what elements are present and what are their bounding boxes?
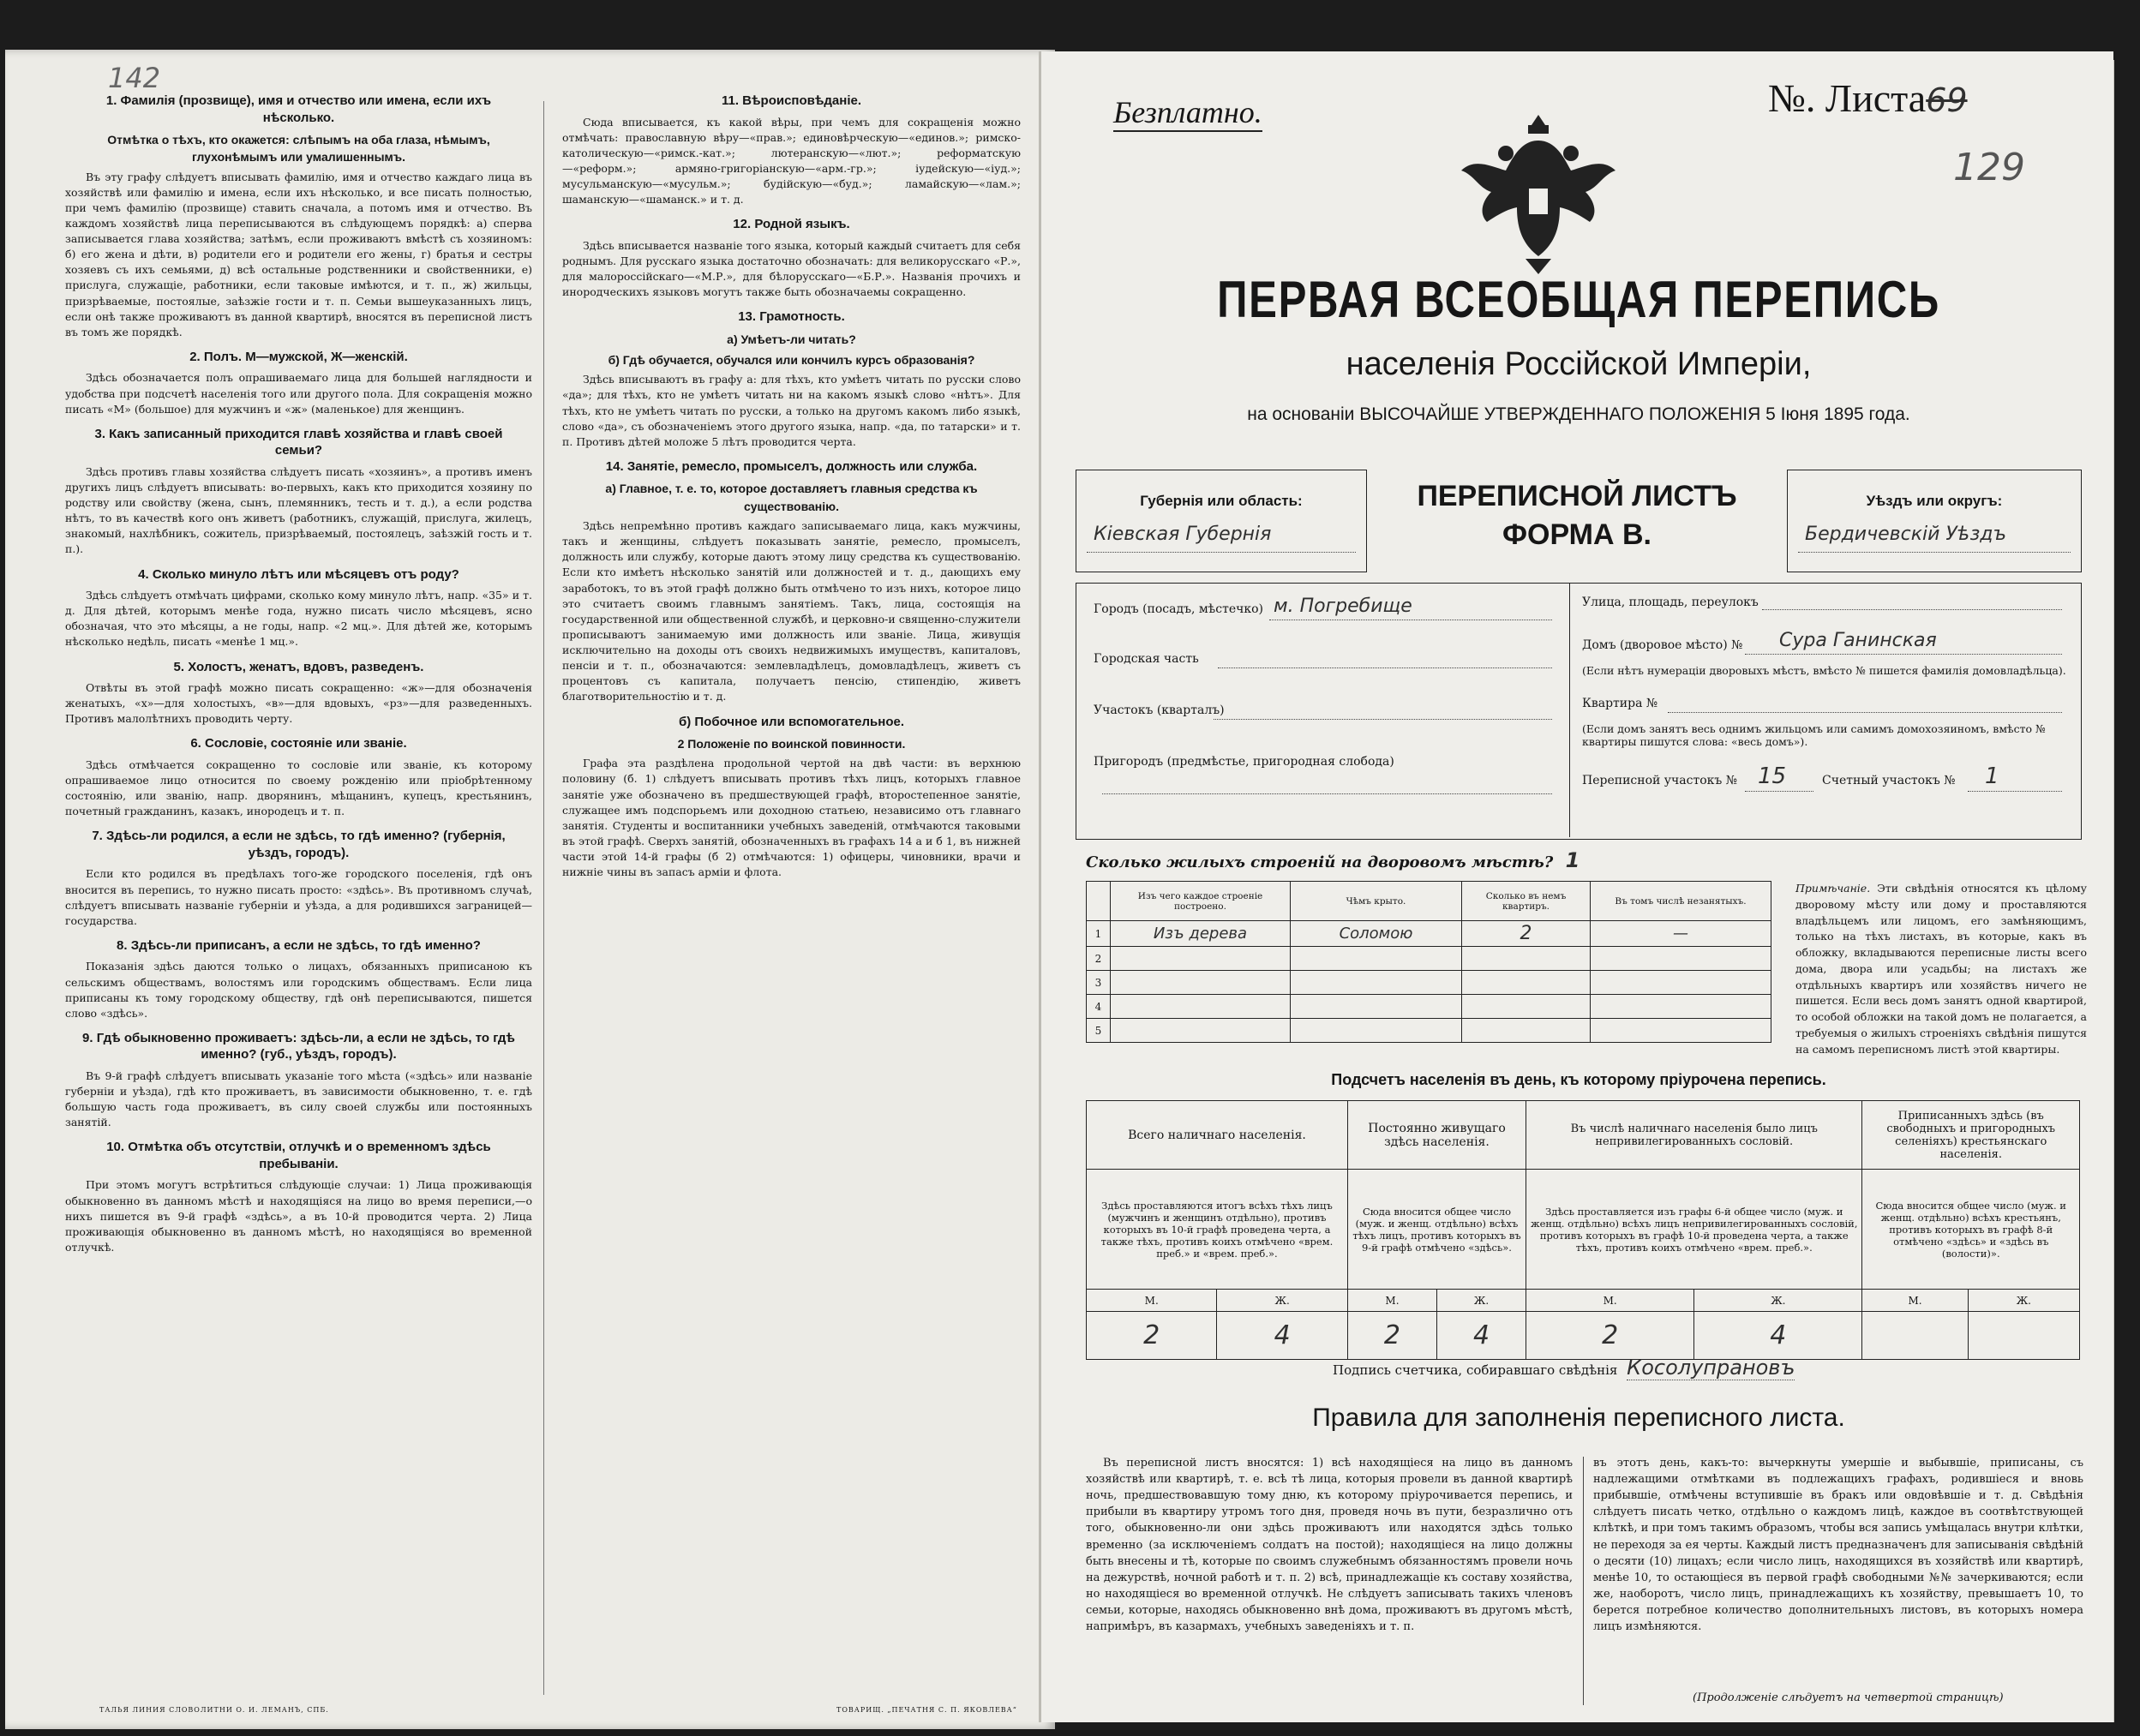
census-subtitle: населенія Россійской Имперіи,: [1346, 346, 1812, 382]
census-district-label: Переписной участокъ №: [1582, 774, 1737, 787]
census-form-page: [1039, 51, 2113, 1722]
column-divider: [543, 101, 544, 1695]
form-title-line-1: ПЕРЕПИСНОЙ ЛИСТЪ: [1417, 480, 1737, 512]
count-note: Сюда вносится общее число (муж. и женщ. отдѣльно) всѣхъ крестьянъ, противъ которыхъ въ графѣ 8-й отмѣчено «здѣсь» и «здѣсь въ (волости)».: [1862, 1170, 2080, 1290]
signature-line: [1333, 1356, 1795, 1380]
buildings-label: Сколько жилыхъ строеній на дворовомъ мѣстѣ?: [1086, 853, 1554, 871]
uezd-value: Бердичевскій Уѣздъ: [1805, 524, 2007, 545]
instruction-text: Здѣсь отмѣчается сокращенно то сословіе или званіе, къ которому опрашиваемое лицо относится по своему рожденію или пріобрѣтенному состоянію, или званію, напр. дворянинъ, мѣщанинъ, купецъ, крестьянинъ, почетный гражданинъ, казакъ, инородецъ и т. п.: [65, 757, 532, 818]
row-number: 5: [1087, 1019, 1111, 1043]
instruction-heading: 3. Какъ записанный приходится главѣ хозяйства и главѣ своей семьи?: [94, 426, 503, 458]
count-title: Подсчетъ населенія въ день, къ которому пріурочена перепись.: [1331, 1071, 1826, 1088]
printer-footer-right: ТОВАРИЩ. „ПЕЧАТНЯ С. П. ЯКОВЛЕВА“: [836, 1706, 1017, 1714]
count-value: 2: [1087, 1312, 1217, 1360]
table-row: [1087, 1019, 1771, 1043]
note-title: Примѣчаніе.: [1795, 882, 1871, 895]
header-unprivileged: Въ числѣ наличнаго населенія было лицъ непривилегированныхъ сословій.: [1526, 1101, 1862, 1170]
cell-apartments: 2: [1462, 921, 1591, 947]
uezd-box: [1787, 470, 2082, 572]
census-title: ПЕРВАЯ ВСЕОБЩАЯ ПЕРЕПИСЬ: [1217, 271, 1940, 328]
imperial-eagle-emblem: [1453, 106, 1624, 278]
sheet-number-struck: 69: [1926, 81, 1968, 119]
count-header-row: [1087, 1101, 2080, 1170]
instruction-heading: 4. Сколько минуло лѣтъ или мѣсяцевъ отъ роду?: [138, 566, 459, 582]
city-value: м. Погребище: [1274, 596, 1412, 617]
instruction-heading: 5. Холостъ, женатъ, вдовъ, разведенъ.: [173, 659, 424, 674]
sex-m: М.: [1526, 1290, 1694, 1312]
row-number: 3: [1087, 971, 1111, 995]
instruction-text: Сюда вписывается, къ какой вѣры, при чемъ для сокращенія можно отмѣчать: православную вѣру—«прав.»; единовѣрческую—«единов.»; римско-католическую—«римск.-кат.»; лютеранскую—«лют.»; реформатскую—«реформ.»; армяно-григоріанскую—«арм.-гр.»; іудейскую—«іуд.»; мусульманскую—«мусульм.»; будійскую—«буд.»; ламайскую—«лам.»; шаманскую—«шаманск.» и т. д.: [562, 115, 1021, 207]
uezd-label: Уѣздъ или округъ:: [1866, 493, 2003, 509]
instruction-subheading: 2 Положеніе по воинской повинности.: [677, 737, 906, 751]
building-note: [1795, 881, 2087, 1057]
instruction-heading: 8. Здѣсь-ли приписанъ, а если не здѣсь, то гдѣ именно?: [117, 937, 481, 953]
street-dotline: [1762, 609, 2062, 610]
instruction-text: Здѣсь вписываютъ въ графу а: для тѣхъ, кто умѣетъ читать по русски слово «да»; для тѣхъ, кто не умѣетъ читать ни на какомъ языкѣ слово «нѣтъ». Для тѣхъ, кто не умѣетъ читать по русски, а только на другомъ какомъ либо языкѣ, слово «да», съ обозначеніемъ этого другого языка, напр. «да, по татарски» и т. п. Противъ дѣтей моложе 5 лѣтъ проводится черта.: [562, 373, 1021, 448]
pencil-sheet-number: 129: [1953, 146, 2025, 189]
gubernia-value: Кіевская Губернія: [1094, 524, 1272, 545]
count-note: Здѣсь проставляются итогъ всѣхъ тѣхъ лицъ (мужчинъ и женщинъ отдѣльно), противъ которыхъ въ 10-й графѣ проведена черта, а также тѣхъ, противъ коихъ отмѣчено «врем. преб.» и «врем. преб.».: [1087, 1170, 1348, 1290]
house-label: Домъ (дворовое мѣсто) №: [1582, 638, 1743, 652]
counting-district-value: 1: [1985, 763, 1999, 789]
printer-footer-left: ТАЛЬЯ ЛИНИЯ СЛОВОЛИТНИ О. И. ЛЕМАНЪ, СПБ.: [99, 1706, 329, 1714]
count-value: [1862, 1312, 1968, 1360]
house-dotline: [1745, 654, 2062, 655]
city-part-dotline: [1218, 667, 1552, 668]
instruction-text: Отвѣты въ этой графѣ можно писать сокращенно: «ж»—для обозначенія женатыхъ, «х»—для холостыхъ, «в»—для вдовыхъ, «рз»—для разведенныхъ. Противъ малолѣтнихъ проводить черту.: [65, 681, 532, 726]
rules-column-1: Въ переписной листъ вносятся: 1) всѣ находящіеся на лицо въ данномъ хозяйствѣ или квартирѣ, т. е. всѣ тѣ лица, которыя провели въ данной квартирѣ ночь, предшествовавшую тому дню, къ которому пріурочивается перепись, и прибыли въ квартиру утромъ того дня, проведя ночь въ пути, безразлично отъ того, обыкновенно-ли они здѣсь проживаютъ или находятся здѣсь только временно (за исключеніемъ солдатъ на постой); находящіеся на лицо должны быть внесены и тѣ, которые по своимъ служебнымъ обязанностямъ провели ночь на дежурствѣ, ночной работѣ и т. п. 2) всѣ, принадлежащіе къ составу хозяйства, но находящіеся во временной отлучкѣ. Не слѣдуетъ записывать такихъ членовъ семьи, которые, находясь обыкновенно внѣ дома, проживаютъ въ другомъ мѣстѣ, напримѣръ, въ казармахъ, учебныхъ заведеніяхъ и т. п.: [1086, 1457, 1573, 1634]
instructions-column-2: [562, 84, 1021, 1678]
rules-column-2: въ этотъ день, какъ-то: вычеркнуты умершіе и выбывшіе, приписаны, съ надлежащими отмѣтками въ подлежащихъ графахъ, родившіеся и вновь прибывшіе, отмѣчены вступившіе въ бракъ или овдовѣвшіе и т. д. Свѣдѣнія слѣдуетъ писать четко, отдѣльно о каждомъ лицѣ, каждое въ соотвѣтствующей клѣткѣ, и при томъ такимъ образомъ, чтобы вся запись умѣщалась внутри клѣтки, не переходя за ея черты. Каждый листъ предназначенъ для записыванія свѣдѣній о десяти (10) лицахъ; если число лицъ, находящихся въ хозяйствѣ или квартирѣ, менѣе 10, то остающіеся въ первой графѣ свободными №№ зачеркиваются; если же, наоборотъ, число лицъ, принадлежащихъ къ хозяйству, превышаетъ 10, то берется потребное количество дополнительныхъ листовъ, въ которыхъ номера лицъ измѣняются.: [1593, 1457, 2083, 1634]
count-value: 4: [1217, 1312, 1348, 1360]
sex-f: Ж.: [1968, 1290, 2079, 1312]
header-total-present: Всего наличнаго населенія.: [1087, 1101, 1348, 1170]
apartment-dotline: [1668, 712, 2062, 713]
left-page-instructions: [5, 50, 1055, 1729]
header-material: Изъ чего каждое строеніе построено.: [1111, 882, 1291, 921]
instruction-text: Здѣсь обозначается полъ опрашиваемаго лица для большей наглядности и удобства при подсчетѣ населенія того или другого пола. Для сокращенія можно писать «М» (большое) для мужчинъ и «ж» (маленькое) для женщинъ.: [65, 371, 532, 416]
header-apartments: Сколько въ немъ квартиръ.: [1462, 882, 1591, 921]
instruction-text: Здѣсь слѣдуетъ отмѣчать цифрами, сколько кому минуло лѣтъ, напр. «35» и т. д. Для дѣтей, которымъ менѣе года, нужно писать число мѣсяцевъ, ясно обозначая, что это мѣсяцы, а не годы, напр. «2 мц.». Для дѣтей же, которымъ нѣсколько недѣль, писать «менѣе 1 мц.».: [65, 589, 532, 649]
count-value: 4: [1437, 1312, 1526, 1360]
apartment-label: Квартира №: [1582, 697, 1658, 710]
sex-f: Ж.: [1437, 1290, 1526, 1312]
buildings-question: [1086, 848, 1580, 872]
census-district-value: 15: [1758, 763, 1787, 789]
city-part-label: Городская часть: [1094, 652, 1199, 666]
count-value: 2: [1526, 1312, 1694, 1360]
instruction-text: Показанія здѣсь даются только о лицахъ, обязанныхъ приписаною къ сельскимъ обществамъ, волостямъ или городскимъ обществамъ. Если лица приписаны къ тому городскому обществу, гдѣ онѣ переписываются, пишется слово «здѣсь».: [65, 960, 532, 1020]
census-district-dotline: [1745, 791, 1813, 792]
suburb-label: Пригородъ (предмѣстье, пригородная слобода): [1094, 755, 1394, 769]
count-sex-row: [1087, 1290, 2080, 1312]
district-dotline: [1214, 719, 1552, 720]
gubernia-dotline: [1087, 552, 1356, 553]
sex-m: М.: [1087, 1290, 1217, 1312]
signature-value: Косолупрановъ: [1627, 1356, 1795, 1380]
instruction-heading: 13. Грамотность.: [738, 309, 845, 325]
instruction-heading: 2. Полъ. М—мужской, Ж—женскій.: [189, 349, 408, 364]
instruction-text: Въ эту графу слѣдуетъ вписывать фамилію, имя и отчество каждаго лица въ хозяйствѣ или фамилію и имена, если ихъ нѣсколько, и все писать полностью, при чемъ фамилію (прозвище) ставить сначала, а потомъ имя и отчество. Въ каждомъ хозяйствѣ лица переписываются въ слѣдующемъ порядкѣ: а) сперва записывается глава хозяйства; затѣмъ, если проживаютъ вмѣстѣ съ хозяиномъ: б) его жена и дѣти, в) родители его и родители его жены, г) братья и сестры хозяевъ съ ихъ семьями, д) всѣ остальные родственники и свойственники, е) прислуга, служащіе, работники, если таковые имѣются, и т. п., ж) жильцы, призрѣваемые, постоялые, заѣзжіе гости и т. п. Семьи вышеуказанныхъ лицъ, если онѣ также проживаютъ въ данной квартирѣ, вносятся въ переписной листъ въ томъ же порядкѣ.: [65, 170, 532, 338]
continued-note: (Продолженіе слѣдуетъ на четвертой страницѣ): [1693, 1691, 2004, 1704]
row-number: 2: [1087, 947, 1111, 971]
city-label: Городъ (посадъ, мѣстечко): [1094, 602, 1264, 616]
sheet-number: [1768, 75, 1968, 121]
table-row: [1087, 947, 1771, 971]
sex-f: Ж.: [1217, 1290, 1348, 1312]
sheet-label: №. Листа: [1768, 76, 1927, 120]
district-label: Участокъ (кварталъ): [1094, 703, 1225, 717]
apartment-note: (Если домъ занятъ весь однимъ жильцомъ или самимъ домохозяиномъ, вмѣсто № квартиры пишутся слова: «весь домъ»).: [1582, 722, 2046, 748]
instruction-heading: 11. Вѣроисповѣданіе.: [721, 93, 862, 108]
house-note: (Если нѣтъ нумераціи дворовыхъ мѣстъ, вмѣсто № пишется фамилія домовладѣльца).: [1582, 664, 2066, 677]
instruction-text: Здѣсь вписывается названіе того языка, который каждый считаетъ для себя роднымъ. Для русскаго языка достаточно обозначать: для великорусскаго «Р.», для малороссійскаго—«М.Р.», для бѣлорусскаго—«Б.Р.». Названія прочихъ и инородческихъ языковъ могутъ также быть обозначаемы сокращенно.: [562, 238, 1021, 299]
row-number: 1: [1087, 921, 1111, 947]
count-notes-row: [1087, 1170, 2080, 1290]
instructions-column-1: [65, 84, 532, 1678]
population-count-table: [1086, 1100, 2080, 1360]
instruction-text: Здѣсь непремѣнно противъ каждаго записываемаго лица, какъ мужчины, такъ и женщины, слѣдуетъ показывать занятіе, ремесло, промыселъ, должность или службу, которые даютъ этому лицу средства къ существованію. Если кто имѣетъ нѣсколько занятій или должностей и т. д., дающихъ ему заработокъ, то въ этой графѣ должно быть отмѣчено то изъ нихъ, которое лицо это считаетъ своимъ главнымъ занятіемъ. Такъ, лица, состоящія на государственной или общественной службѣ, и церковно-и священно-служители прописываютъ занимаемую ими должность или званіе. Лица, живущія исключительно на доходы отъ своихъ недвижимыхъ имуществъ, капиталовъ, пенсіи и т. п., обозначаются: землевладѣлецъ, домовладѣлецъ, живетъ съ процентовъ съ капитала, получаетъ пенсію, стипендію, живетъ благотворительностію и т. д.: [562, 519, 1021, 703]
sex-f: Ж.: [1694, 1290, 1862, 1312]
instruction-text: Здѣсь противъ главы хозяйства слѣдуетъ писать «хозяинъ», а противъ именъ другихъ лицъ слѣдуетъ вписывать: во-первыхъ, какъ кто приходится хозяину по родству или свойству (жена, сынъ, племянникъ, тесть и т. д.), а если родства нѣтъ, то въ качествѣ кого онъ живетъ (работникъ, служащій, прислуга, жилецъ, знакомый, нахлѣбникъ, сожитель, призрѣваемый, постоялецъ, заѣзжій гость и т. п.).: [65, 464, 532, 556]
sex-m: М.: [1347, 1290, 1436, 1312]
count-note: Сюда вносится общее число (муж. и женщ. отдѣльно) всѣхъ тѣхъ лицъ, противъ которыхъ въ 9-й графѣ отмѣчено «здѣсь».: [1347, 1170, 1526, 1290]
cell-vacant: —: [1591, 921, 1771, 947]
corner-pencil-mark: 142: [108, 62, 161, 94]
buildings-table-header: [1087, 882, 1771, 921]
instruction-subheading: Отмѣтка о тѣхъ, кто окажется: слѣпымъ на оба глаза, нѣмымъ, глухонѣмымъ или умалишеннымъ.: [107, 133, 490, 165]
count-value: [1968, 1312, 2079, 1360]
decree-line: на основаніи ВЫСОЧАЙШЕ УТВЕРЖДЕННАГО ПОЛОЖЕНІЯ 5 Іюня 1895 года.: [1247, 404, 1910, 424]
street-label: Улица, площадь, переулокъ: [1582, 596, 1759, 609]
count-note: Здѣсь проставляется изъ графы 6-й общее число (муж. и женщ. отдѣльно) всѣхъ лицъ непривилегированныхъ сословій, противъ которыхъ въ графѣ 10-й проведена черта, а также тѣхъ, противъ коихъ отмѣчено «врем. преб.».: [1526, 1170, 1862, 1290]
address-divider: [1569, 584, 1570, 837]
cell-material: Изъ дерева: [1111, 921, 1291, 947]
row-number: 4: [1087, 995, 1111, 1019]
instruction-heading: 7. Здѣсь-ли родился, а если не здѣсь, то гдѣ именно? (губернія, уѣздъ, городъ).: [92, 829, 506, 860]
table-row: [1087, 995, 1771, 1019]
buildings-table: [1086, 881, 1771, 1043]
note-text: Эти свѣдѣнія относятся къ цѣлому дворовому мѣсту или дому и проставляются владѣльцемъ или лицомъ, его замѣняющимъ, только на тѣхъ листахъ, въ которые, какъ въ обложку, вкладываются переписные листы всего дома, двора или усадьбы; на листахъ же отдѣльныхъ квартиръ или хозяйствъ ничего не пишется. Если весь домъ занятъ одной квартирой, то особой обложки на такой домъ не полагается, а требуемыя о жилыхъ строеніяхъ свѣдѣнія пишутся на самомъ переписномъ листѣ этой квартиры.: [1795, 882, 2087, 1056]
gubernia-box: [1076, 470, 1367, 572]
counting-district-dotline: [1968, 791, 2062, 792]
count-values-row: [1087, 1312, 2080, 1360]
instruction-subheading: а) Умѣетъ-ли читать?: [727, 332, 856, 346]
header-peasants: Приписанныхъ здѣсь (въ свободныхъ и пригородныхъ селеніяхъ) крестьянскаго населенія.: [1862, 1101, 2080, 1170]
instruction-heading: 6. Сословіе, состояніе или званіе.: [190, 736, 407, 751]
rules-divider: [1583, 1457, 1584, 1705]
uezd-dotline: [1798, 552, 2071, 553]
header-roof: Чѣмъ крыто.: [1291, 882, 1462, 921]
instruction-heading: 10. Отмѣтка объ отсутствіи, отлучкѣ и о временномъ здѣсь пребываніи.: [106, 1140, 491, 1171]
instruction-text: При этомъ могутъ встрѣтиться слѣдующіе случаи: 1) Лица проживающія обыкновенно въ данномъ мѣстѣ и находящіяся на лицо во время переписи,—о нихъ пишется въ 9-й графѣ «здѣсь», а въ 10-й проводится черта. 2) Лица проживающія обыкновенно въ данномъ мѣстѣ, но находящіяся во временной отлучкѣ.: [65, 1178, 532, 1254]
free-label: Безплатно.: [1113, 94, 1262, 132]
gubernia-label: Губернія или область:: [1140, 493, 1303, 509]
instruction-heading: б) Побочное или вспомогательное.: [678, 714, 905, 729]
instruction-heading: 12. Родной языкъ.: [733, 217, 850, 232]
house-value: Сура Ганинская: [1779, 630, 1937, 651]
header-vacant: Въ томъ числѣ незанятыхъ.: [1591, 882, 1771, 921]
form-title: [1376, 480, 1778, 552]
form-title-line-2: ФОРМА В.: [1502, 518, 1652, 551]
table-row: [1087, 971, 1771, 995]
instruction-text: Если кто родился въ предѣлахъ того-же городского поселенія, гдѣ онъ вносится въ перепись, то нужно писать просто: «здѣсь». Въ противномъ случаѣ, слѣдуетъ вписывать названіе губерніи и уѣзда, а для родившихся заграницей—государства.: [65, 867, 532, 927]
count-value: 2: [1347, 1312, 1436, 1360]
suburb-dotline: [1102, 793, 1552, 794]
sex-m: М.: [1862, 1290, 1968, 1312]
instruction-heading: 14. Занятіе, ремесло, промыселъ, должность или служба.: [605, 458, 978, 474]
instruction-text: Въ 9-й графѣ слѣдуетъ вписывать указаніе того мѣста («здѣсь» или названіе губерніи и уѣзда), гдѣ кто проживаетъ, въ зависимости обыкновенно, т. е. гдѣ большую часть года проживаетъ, въ силу своей службы или постоянныхъ занятій.: [65, 1069, 532, 1129]
buildings-value: 1: [1565, 848, 1580, 872]
instruction-text: Графа эта раздѣлена продольной чертой на двѣ части: въ верхнюю половину (б. 1) слѣдуетъ вписывать противъ тѣхъ лицъ, которыхъ главное занятіе уже обозначено въ предшествующей графѣ, второстепенное занятіе, служащее имъ подспорьемъ или доходною статьею, независимо отъ главнаго занятія. Студенты и воспитанники учебныхъ заведеній, отмѣчаются таковыми въ этой графѣ. Сверхъ занятій, обозначенныхъ въ графахъ 14 а и б 1, въ нижней части этой 14-й графы (б 2) отмѣчаются: 1) офицеры, чиновники, врачи и нижніе чины въ запасъ арміи и флота.: [562, 757, 1021, 879]
instruction-subheading: б) Гдѣ обучается, обучался или кончилъ курсъ образованія?: [608, 353, 975, 368]
header-permanent: Постоянно живущаго здѣсь населенія.: [1347, 1101, 1526, 1170]
instruction-subheading: а) Главное, т. е. то, которое доставляетъ главныя средства къ существованію.: [605, 482, 978, 513]
address-block: [1076, 583, 2082, 840]
table-row: [1087, 921, 1771, 947]
instruction-heading: 9. Гдѣ обыкновенно проживаетъ: здѣсь-ли, а если не здѣсь, то гдѣ именно? (губ., уѣздъ, городъ).: [82, 1030, 515, 1063]
rules-title: Правила для заполненія переписного листа.: [1312, 1404, 1845, 1432]
instruction-heading: 1. Фамилія (прозвище), имя и отчество или имена, если ихъ нѣсколько.: [105, 93, 492, 125]
signature-label: Подпись счетчика, собиравшаго свѣдѣнія: [1333, 1362, 1618, 1378]
count-value: 4: [1694, 1312, 1862, 1360]
counting-district-label: Счетный участокъ №: [1822, 774, 1956, 787]
cell-roof: Соломою: [1291, 921, 1462, 947]
